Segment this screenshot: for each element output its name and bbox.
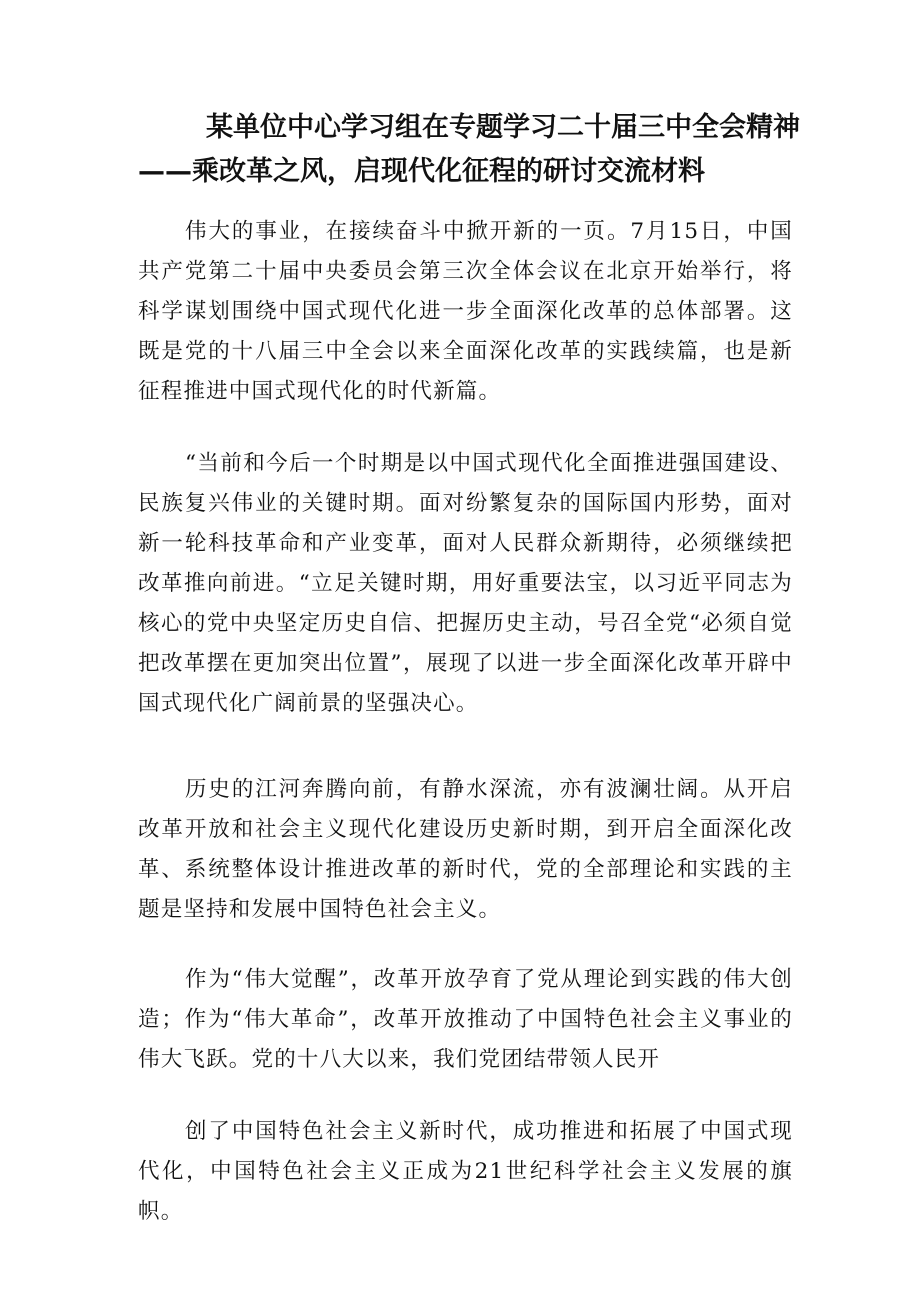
- title-line-2: ——乘改革之风，启现代化征程的研讨交流材料: [138, 156, 705, 187]
- body-paragraph: 创了中国特色社会主义新时代，成功推进和拓展了中国式现代化，中国特色社会主义正成为21世纪科学社会主义发展的旗帜。: [138, 1119, 793, 1224]
- document-title: [138, 106, 818, 194]
- body-paragraph: 作为“伟大觉醒”，改革开放孕育了党从理论到实践的伟大创造；作为“伟大革命”，改革开放推动了中国特色社会主义事业的伟大飞跃。党的十八大以来，我们党团结带领人民开: [138, 967, 793, 1072]
- body-paragraph: “当前和今后一个时期是以中国式现代化全面推进强国建设、民族复兴伟业的关键时期。面对纷繁复杂的国际国内形势，面对新一轮科技革命和产业变革，面对人民群众新期待，必须继续把改革推向前进。“立足关键时期，用好重要法宝，以习近平同志为核心的党中央坚定历史自信、把握历史主动，号召全党“必须自觉把改革摆在更加突出位置”，展现了以进一步全面深化改革开辟中国式现代化广阔前景的坚强决心。: [138, 451, 793, 716]
- title-line-1: 某单位中心学习组在专题学习二十届三中全会精神: [206, 112, 800, 143]
- body-paragraph: 伟大的事业，在接续奋斗中掀开新的一页。7月15日，中国共产党第二十届中央委员会第三次全体会议在北京开始举行，将科学谋划围绕中国式现代化进一步全面深化改革的总体部署。这既是党的十八届三中全会以来全面深化改革的实践续篇，也是新征程推进中国式现代化的时代新篇。: [138, 219, 793, 404]
- body-paragraph: 历史的江河奔腾向前，有静水深流，亦有波澜壮阔。从开启改革开放和社会主义现代化建设历史新时期，到开启全面深化改革、系统整体设计推进改革的新时代，党的全部理论和实践的主题是坚持和发展中国特色社会主义。: [138, 777, 793, 922]
